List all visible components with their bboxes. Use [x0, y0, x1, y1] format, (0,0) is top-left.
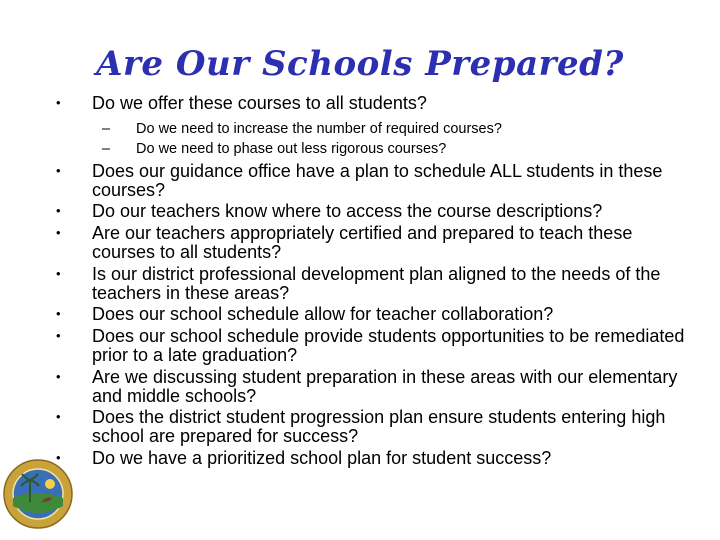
bullet-marker: • [56, 368, 61, 384]
bullet-item [56, 368, 696, 406]
bullet-list [56, 94, 696, 468]
bullet-item [56, 408, 696, 446]
bullet-item [56, 449, 696, 468]
bullet-marker: • [56, 449, 61, 465]
sub-bullet-item [100, 139, 696, 159]
bullet-text: Are we discussing student preparation in these areas with our elementary and middle schools? [92, 366, 678, 406]
bullet-marker: • [56, 328, 61, 344]
bullet-marker: • [56, 306, 61, 322]
bullet-item [56, 94, 696, 159]
bullet-text: Do our teachers know where to access the course descriptions? [92, 201, 603, 222]
sub-bullet-text: Do we need to increase the number of required courses? [136, 120, 502, 137]
bullet-text: Do we have a prioritized school plan for student success? [92, 447, 552, 468]
bullet-text: Does our guidance office have a plan to schedule ALL students in these courses? [92, 160, 663, 200]
bullet-text: Do we offer these courses to all students? [92, 93, 427, 113]
bullet-list-container [56, 94, 696, 471]
bullet-item [56, 265, 696, 303]
sub-bullet-text: Do we need to phase out less rigorous courses? [136, 140, 447, 157]
seal-sun [45, 479, 55, 489]
bullet-item [56, 162, 696, 200]
dash-marker: – [102, 140, 111, 157]
bullet-text: Does our school schedule provide students opportunities to be remediated prior to a late graduation? [92, 326, 685, 365]
bullet-marker: • [56, 265, 61, 281]
bullet-marker: • [56, 409, 61, 425]
bullet-marker: • [56, 162, 61, 178]
bullet-text: Does the district student progression plan ensure students entering high school are prepared for success? [92, 407, 666, 447]
slide-title: Are Our Schools Prepared? [96, 44, 624, 84]
bullet-text: Is our district professional development plan aligned to the needs of the teachers in these areas? [92, 263, 661, 303]
bullet-marker: • [56, 203, 61, 219]
state-seal-icon [2, 458, 74, 530]
bullet-item [56, 305, 696, 324]
bullet-text: Are our teachers appropriately certified and prepared to teach these courses to all students? [92, 223, 633, 262]
bullet-item [56, 202, 696, 221]
bullet-item [56, 224, 696, 262]
bullet-marker: • [56, 225, 61, 241]
sub-bullet-list [92, 119, 696, 159]
sub-bullet-item [100, 119, 696, 139]
bullet-item [56, 327, 696, 365]
bullet-marker: • [56, 95, 61, 110]
bullet-text: Does our school schedule allow for teacher collaboration? [92, 304, 554, 325]
dash-marker: – [102, 120, 111, 137]
